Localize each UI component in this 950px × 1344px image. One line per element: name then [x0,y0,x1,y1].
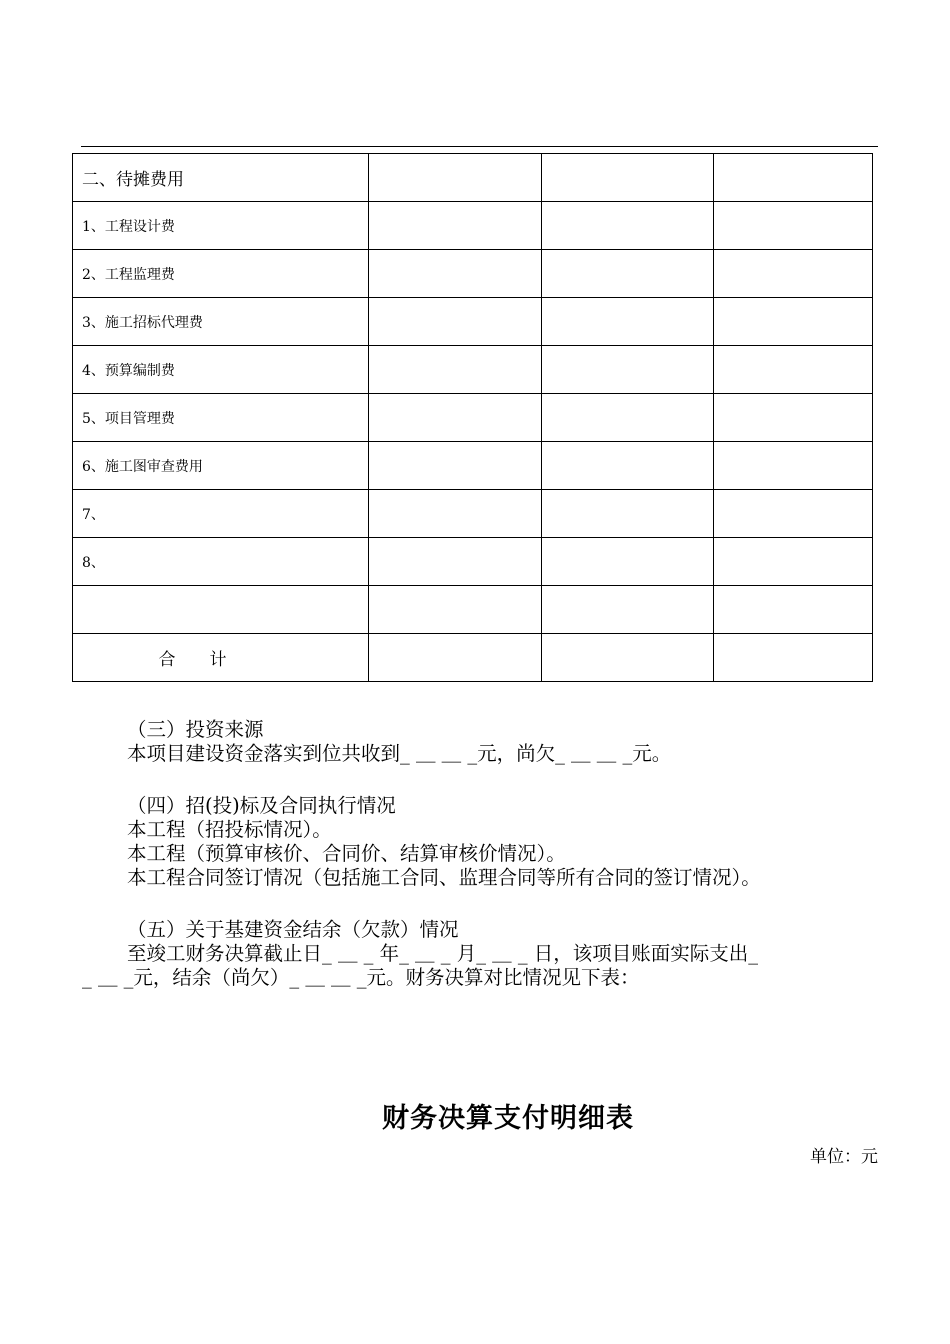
row-label: 二、待摊费用 [73,154,369,202]
table-row [73,154,873,202]
total-label-cell [73,634,369,682]
row-label: 4、预算编制费 [73,346,369,394]
table-row [73,586,873,634]
amount-cell [542,490,714,538]
amount-cell [369,154,542,202]
amount-cell [714,346,873,394]
bidding-status-text: 本工程（招投标情况）。 [127,818,332,841]
investment-source-text: 本项目建设资金落实到位共收到_ ＿ ＿ _元，尚欠_ ＿ ＿ _元。 [127,742,672,765]
fund-balance-heading: （五）关于基建资金结余（欠款）情况 [127,918,459,941]
amount-cell [714,490,873,538]
row-label: 3、施工招标代理费 [73,298,369,346]
amount-cell [369,298,542,346]
amount-cell [369,394,542,442]
investment-source-heading: （三）投资来源 [127,718,264,741]
row-label: 8、 [73,538,369,586]
table-row [73,394,873,442]
row-label: 1、工程设计费 [73,202,369,250]
amount-cell [714,202,873,250]
bidding-contract-heading: （四）招(投)标及合同执行情况 [127,794,396,817]
amount-cell [369,346,542,394]
price-audit-text: 本工程（预算审核价、合同价、结算审核价情况）。 [127,842,566,865]
table-row [73,202,873,250]
amount-cell [714,154,873,202]
total-amount-cell [542,634,714,682]
payment-detail-title: 财务决算支付明细表 [382,1103,634,1134]
amount-cell [542,154,714,202]
total-amount-cell [714,634,873,682]
table-row [73,250,873,298]
row-label: 6、施工图审查费用 [73,442,369,490]
amount-cell [369,538,542,586]
row-label [73,586,369,634]
amount-cell [714,586,873,634]
row-label: 2、工程监理费 [73,250,369,298]
table-row [73,442,873,490]
amount-cell [369,250,542,298]
table-row [73,538,873,586]
bidding-contract-section [82,794,880,890]
table-row [73,346,873,394]
amount-cell [369,490,542,538]
contract-signing-text: 本工程合同签订情况（包括施工合同、监理合同等所有合同的签订情况）。 [127,866,761,889]
amount-cell [542,538,714,586]
amount-cell [542,250,714,298]
amount-cell [542,394,714,442]
amount-cell [542,346,714,394]
amount-cell [714,442,873,490]
amount-cell [714,298,873,346]
amount-cell [369,202,542,250]
amount-cell [542,298,714,346]
amount-cell [542,202,714,250]
deferred-expenses-table-body [73,154,873,682]
row-label: 7、 [73,490,369,538]
amount-cell [542,442,714,490]
amount-cell [369,442,542,490]
fund-balance-section [82,918,880,990]
investment-source-section [82,718,880,766]
header-rule [81,146,878,147]
fund-balance-text-line2: _ ＿ _元，结余（尚欠）_ ＿ ＿ _元。财务决算对比情况见下表： [82,966,640,989]
table-row [73,298,873,346]
total-label: 合 计 [158,650,227,670]
amount-cell [542,586,714,634]
amount-cell [369,586,542,634]
deferred-expenses-table [72,153,873,682]
unit-label: 单位：元 [810,1147,878,1167]
row-label: 5、项目管理费 [73,394,369,442]
fund-balance-text-line1: 至竣工财务决算截止日_ ＿ _ 年_ ＿ _ 月_ ＿ _ 日，该项目账面实际支出_ [127,942,759,965]
amount-cell [714,250,873,298]
total-amount-cell [369,634,542,682]
amount-cell [714,538,873,586]
table-row [73,490,873,538]
total-row [73,634,873,682]
amount-cell [714,394,873,442]
